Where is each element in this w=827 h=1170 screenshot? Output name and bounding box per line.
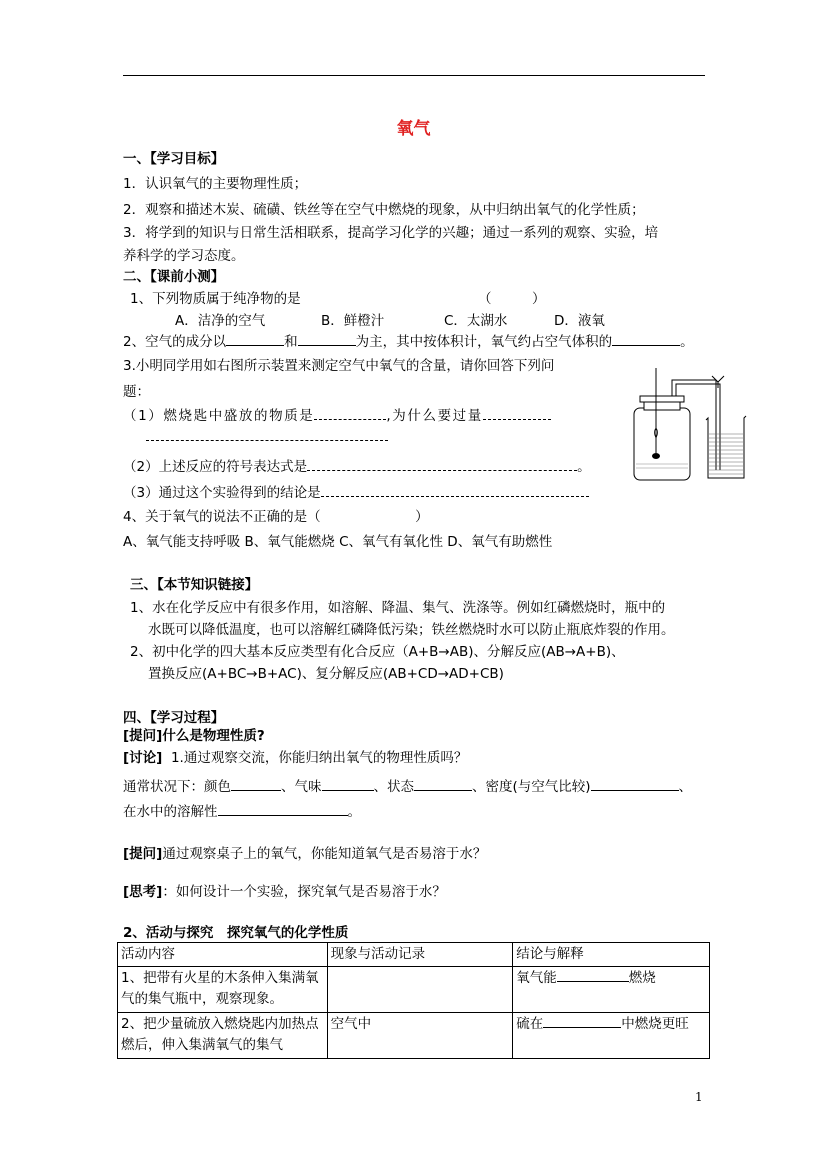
cell-text: 硫在 [516,1016,544,1032]
prompt-ask-2 [123,842,486,862]
table-row [118,1013,710,1059]
prompt-think [123,880,446,900]
blank [298,332,356,346]
phys-text-d: 、密度(与空气比较) [472,779,591,795]
blank [612,332,680,346]
blank [307,458,577,471]
prompt-discussion [123,746,467,766]
table-cell: 空气中 [327,1013,513,1059]
table-cell: 1、把带有火星的木条伸入集满氧气的集气瓶中，观察现象。 [118,967,328,1013]
table-cell [327,967,513,1013]
blank [591,777,679,791]
cell-text: 燃烧 [628,970,656,986]
quiz-q3-3-text: （3）通过这个实验得到的结论是 [123,485,321,501]
blank [543,1014,621,1028]
quiz-q3-3 [123,481,589,501]
quiz-q1: 1、下列物质属于纯净物的是 [130,291,301,307]
table-header: 活动内容 [118,943,328,967]
table-header: 结论与解释 [513,943,710,967]
phys-text-g: 。 [347,804,361,820]
table-header: 现象与活动记录 [327,943,513,967]
quiz-q1-answer-paren: （ ） [478,291,546,307]
quiz-q3-1 [123,404,551,424]
goal-item-3-cont: 养科学的学习态度。 [123,248,245,264]
link-item-2-cont: 置换反应(A+BC→B+AC)、复分解反应(AB+CD→AD+CB) [148,666,504,682]
header-rule [123,75,705,76]
cell-text: 中燃烧更旺 [621,1016,689,1032]
goal-item-3: 3．将学到的知识与日常生活相联系，提高学习化学的兴趣；通过一系列的观察、实验，培 [123,225,659,241]
table-row [118,967,710,1013]
goal-item-1: 1．认识氧气的主要物理性质； [123,176,308,192]
quiz-q3-2 [123,455,591,475]
discussion-text: 1.通过观察交流，你能归纳出氧气的物理性质吗？ [170,750,468,766]
quiz-q1-option-b: B．鲜橙汁 [321,313,385,329]
page-title: 氧气 [396,119,431,139]
section-heading-quiz: 二、【课前小测】 [123,269,225,285]
blank [414,777,472,791]
blank [146,440,388,441]
section-heading-links: 三、【本节知识链接】 [130,577,259,593]
link-item-1: 1、水在化学反应中有很多作用，如溶解、降温、集气、洗涤等。例如红磷燃烧时，瓶中的 [130,600,666,616]
phys-text-e: 、 [678,779,693,795]
quiz-q2-text-b: 和 [284,334,298,350]
blank [226,332,284,346]
quiz-q1-option-a: A．洁净的空气 [175,313,266,329]
link-item-2: 2、初中化学的四大基本反应类型有化合反应（A+B→AB)、分解反应(AB→A+B)、 [130,644,625,660]
quiz-q2-text-c: 为主，其中按体积计，氧气约占空气体积的 [355,334,613,350]
cell-text: 氧气能 [516,970,557,986]
physical-props-line [123,775,692,795]
quiz-q2-text-d: 。 [680,334,694,350]
quiz-q4: 4、关于氧气的说法不正确的是（ ） [123,509,429,525]
section-heading-goals: 一、【学习目标】 [123,151,225,167]
table-cell: 2、把少量硫放入燃烧匙内加热点燃后，伸入集满氧气的集气 [118,1013,328,1059]
solubility-line [123,800,361,820]
blank [321,484,589,497]
activity-heading: 2、活动与探究 探究氧气的化学性质 [123,925,349,941]
blank [218,802,348,816]
phys-text-c: 、状态 [373,779,414,795]
quiz-q4-options: A、氧气能支持呼吸 B、氧气能燃烧 C、氧气有氧化性 D、氧气有助燃性 [123,534,553,550]
quiz-q3-cont: 题： [123,384,150,400]
quiz-q1-option-c: C．太湖水 [444,313,508,329]
quiz-q3-1-text-a: （1）燃烧匙中盛放的物质是 [123,408,315,424]
blank [231,777,281,791]
discussion-label: [讨论] [123,750,163,766]
blank [322,777,374,791]
table-cell [513,967,710,1013]
think-label: [思考] [123,884,163,900]
phys-text-b: 、气味 [281,779,322,795]
quiz-q3-2-text: （2）上述反应的符号表达式是 [123,459,308,475]
ask-2-text: 通过观察桌子上的氧气，你能知道氧气是否易溶于水？ [162,846,487,862]
blank [483,407,551,420]
section-heading-process: 四、【学习过程】 [123,710,225,726]
quiz-q3-2-end: 。 [577,459,591,475]
phys-text-a: 通常状况下：颜色 [123,779,231,795]
link-item-1-cont: 水既可以降低温度，也可以溶解红磷降低污染；铁丝燃烧时水可以防止瓶底炸裂的作用。 [148,622,675,638]
phys-text-f: 在水中的溶解性 [123,804,218,820]
quiz-q2 [123,330,694,350]
table-cell [513,1013,710,1059]
ask-2-label: [提问] [123,846,163,862]
blank [314,407,386,420]
table-header-row [118,943,710,967]
think-text: ：如何设计一个实验，探究氧气是否易溶于水？ [162,884,446,900]
quiz-q2-text-a: 2、空气的成分以 [123,334,227,350]
quiz-q1-option-d: D．液氧 [554,313,605,329]
apparatus-illustration [628,368,748,486]
quiz-q3: 3.小明同学用如右图所示装置来测定空气中氧气的含量，请你回答下列问 [123,358,555,374]
blank [557,968,629,982]
quiz-q3-1-text-b: ,为什么要过量 [386,408,483,424]
goal-item-2: 2．观察和描述木炭、硫磺、铁丝等在空气中燃烧的现象，从中归纳出氧气的化学性质； [123,202,645,218]
page-number: 1 [695,1090,703,1104]
activity-table [117,942,710,1059]
prompt-ask-1: [提问]什么是物理性质? [123,728,265,744]
